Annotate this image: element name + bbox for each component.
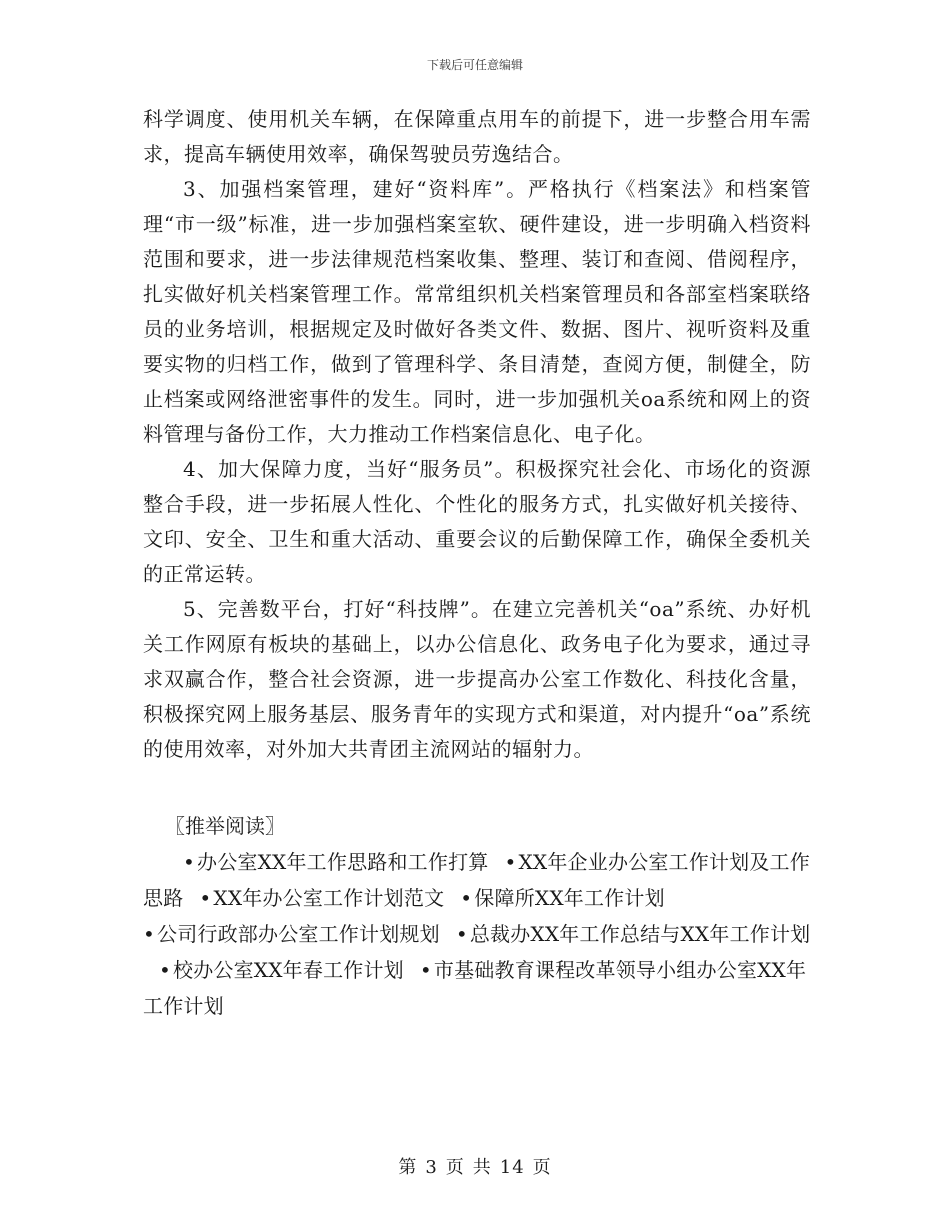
- page-label: 第: [398, 1157, 418, 1178]
- document-body: [143, 102, 811, 1024]
- recommend-link[interactable]: • 保障所XX年工作计划: [460, 886, 664, 910]
- recommend-link[interactable]: • 办公室XX年工作思路和工作打算: [183, 850, 488, 874]
- recommend-list: [143, 844, 811, 1024]
- recommend-link[interactable]: • XX年办公室工作计划范文: [199, 886, 444, 910]
- total-label: 共: [472, 1157, 492, 1178]
- recommend-link[interactable]: • 校办公室XX年春工作计划: [159, 958, 404, 982]
- paragraph-archives: 3、加强档案管理，建好“资料库”。严格执行《档案法》和档案管理“市一级”标准，进一步加强档案室软、硬件建设，进一步明确入档资料范围和要求，进一步法律规范档案收集、整理、装订和查阅、借阅程序，扎实做好机关档案管理工作。常常组织机关档案管理员和各部室档案联络员的业务培训，根据规定及时做好各类文件、数据、图片、视听资料及重要实物的归档工作，做到了管理科学、条目清楚，查阅方便，制健全，防止档案或网络泄密事件的发生。同时，进一步加强机关oa系统和网上的资料管理与备份工作，大力推动工作档案信息化、电子化。: [143, 177, 811, 446]
- page-number: 3: [425, 1157, 438, 1178]
- paragraph-continued: 科学调度、使用机关车辆，在保障重点用车的前提下，进一步整合用车需求，提高车辆使用效率，确保驾驶员劳逸结合。: [143, 107, 811, 166]
- total-unit: 页: [532, 1157, 552, 1178]
- recommend-link[interactable]: • 市基础教育课程改革领导小组办公室XX年工作计划: [143, 958, 806, 1018]
- total-pages: 14: [499, 1157, 525, 1178]
- paragraph-tech: 5、完善数平台，打好“科技牌”。在建立完善机关“oa”系统、办好机关工作网原有板块的基础上，以办公信息化、政务电子化为要求，通过寻求双赢合作，整合社会资源，进一步提高办公室工作数化、科技化含量，积极探究网上服务基层、服务青年的实现方式和渠道，对内提升“oa”系统的使用效率，对外加大共青团主流网站的辐射力。: [143, 597, 811, 761]
- recommend-link[interactable]: • 总裁办XX年工作总结与XX年工作计划: [456, 922, 811, 946]
- paragraph-service: 4、加大保障力度，当好“服务员”。积极探究社会化、市场化的资源整合手段，进一步拓展人性化、个性化的服务方式，扎实做好机关接待、文印、安全、卫生和重大活动、重要会议的后勤保障工作，确保全委机关的正常运转。: [143, 457, 811, 586]
- page-footer: [0, 1153, 950, 1179]
- page-header: 下载后可任意编辑: [426, 58, 523, 72]
- recommend-link[interactable]: • XX年企业办公室工作计划及工作思路: [143, 850, 810, 910]
- recommend-title: 〖推举阅读〗: [165, 814, 285, 838]
- recommend-link[interactable]: • 公司行政部办公室工作计划规划: [143, 922, 440, 946]
- page-unit: 页: [445, 1157, 465, 1178]
